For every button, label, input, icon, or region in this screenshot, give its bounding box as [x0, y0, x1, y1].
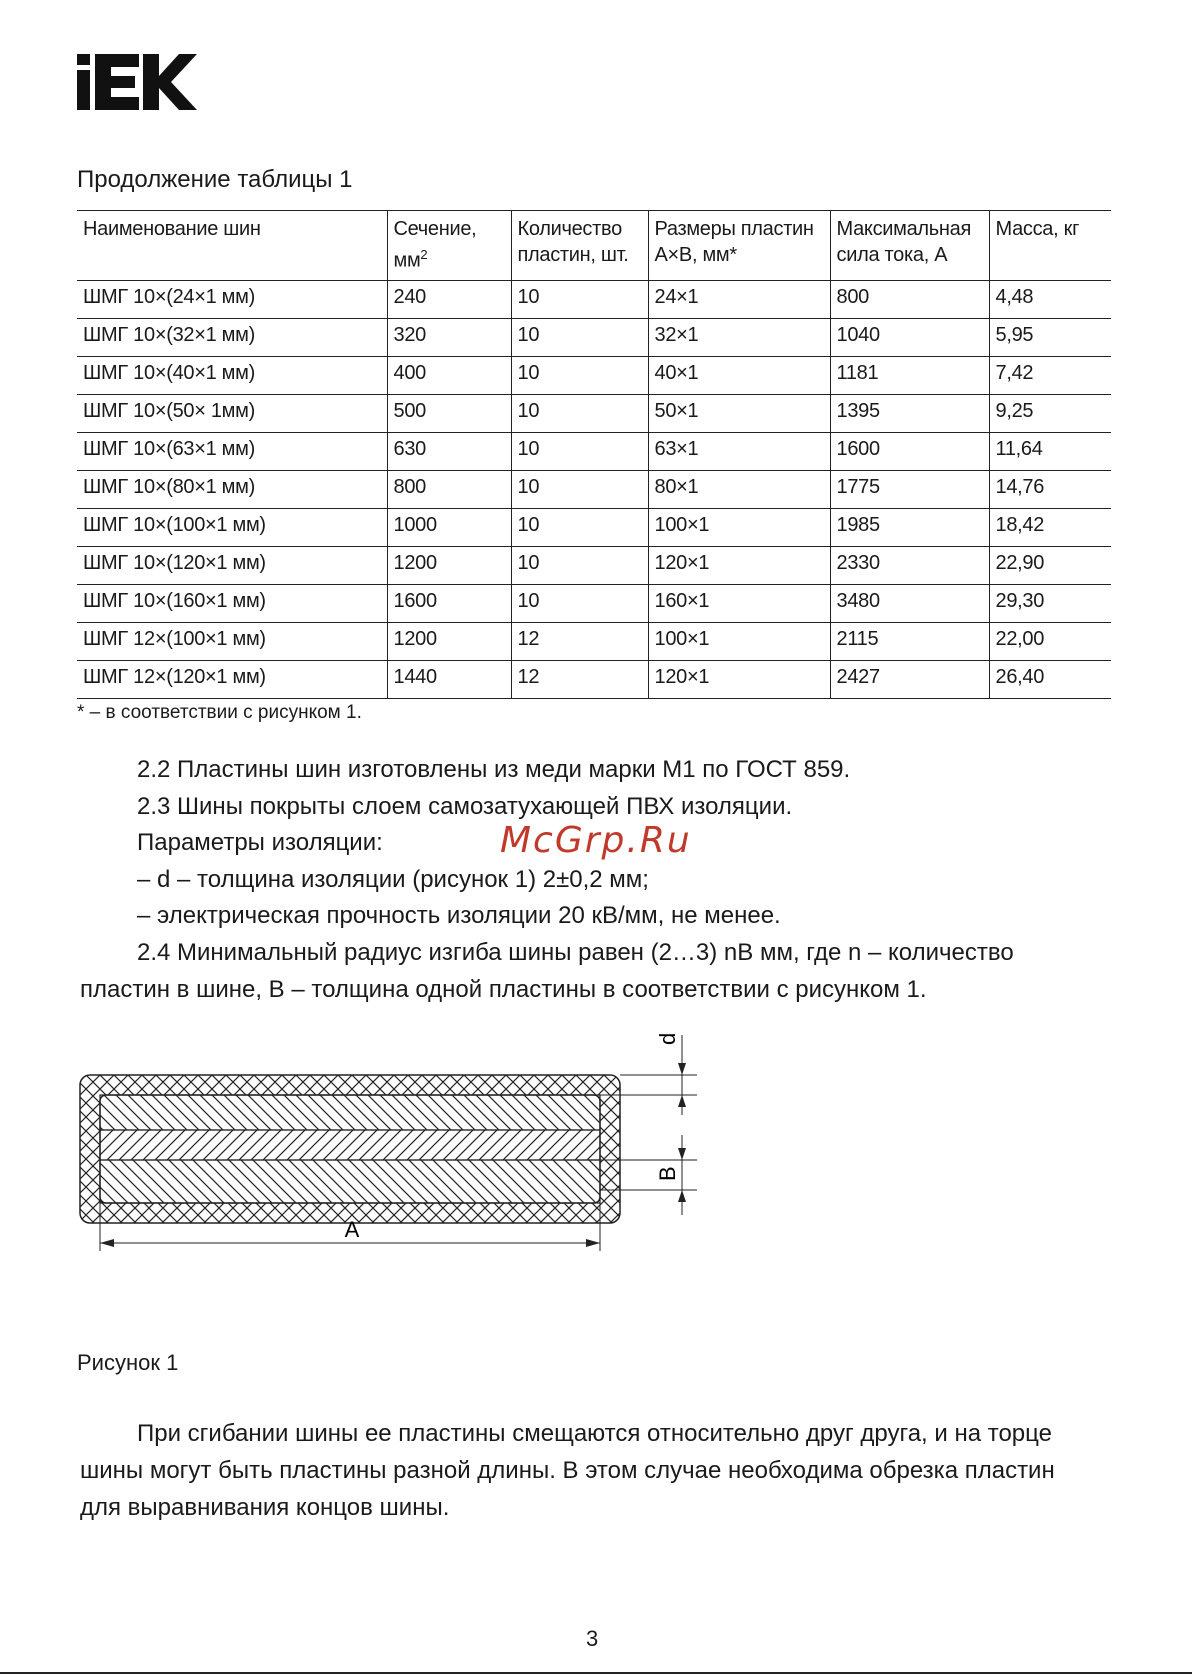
- column-header: Количество пластин, шт.: [511, 211, 648, 281]
- table-cell: 14,76: [989, 470, 1111, 508]
- table-cell: 24×1: [648, 280, 830, 318]
- table-row: [77, 280, 1111, 318]
- table-cell: 1000: [387, 508, 511, 546]
- table-cell: ШМГ 10×(24×1 мм): [77, 280, 387, 318]
- table-cell: 5,95: [989, 318, 1111, 356]
- table-body: [77, 280, 1111, 698]
- table-header-row: [77, 211, 1111, 281]
- iek-logo: [77, 54, 197, 110]
- insulation-strength-item: – электрическая прочность изоляции 20 кВ/мм, не менее.: [137, 902, 781, 929]
- page-number: 3: [586, 1626, 599, 1651]
- table-cell: 10: [511, 280, 648, 318]
- table-cell: 10: [511, 318, 648, 356]
- table-cell: 12: [511, 622, 648, 660]
- table-cell: 80×1: [648, 470, 830, 508]
- paragraph-bending-note: При сгибании шины ее пластины смещаются относительно друг друга, и на торце шины могут быть пластины разной длины. В этом случае необходима обрезка пластин для выравнивания концов шины.: [80, 1420, 1055, 1521]
- table-cell: ШМГ 10×(63×1 мм): [77, 432, 387, 470]
- table-cell: 120×1: [648, 546, 830, 584]
- table-cell: 32×1: [648, 318, 830, 356]
- table-row: [77, 508, 1111, 546]
- table-cell: 1775: [830, 470, 989, 508]
- table-cell: ШМГ 12×(120×1 мм): [77, 660, 387, 698]
- watermark: McGrp.Ru: [500, 820, 692, 861]
- table-cell: 2115: [830, 622, 989, 660]
- column-header: Масса, кг: [989, 211, 1111, 281]
- table-cell: 26,40: [989, 660, 1111, 698]
- table-cell: 18,42: [989, 508, 1111, 546]
- table-row: [77, 470, 1111, 508]
- table-cell: 2330: [830, 546, 989, 584]
- table-cell: 800: [830, 280, 989, 318]
- table-footnote: * – в соответствии с рисунком 1.: [77, 702, 362, 723]
- plate-3: [100, 1160, 600, 1203]
- specification-table: [77, 210, 1111, 699]
- table-cell: 29,30: [989, 584, 1111, 622]
- table-cell: 1440: [387, 660, 511, 698]
- table-cell: 100×1: [648, 622, 830, 660]
- table-cell: 400: [387, 356, 511, 394]
- table-cell: 1600: [830, 432, 989, 470]
- table-cell: 3480: [830, 584, 989, 622]
- table-cell: 160×1: [648, 584, 830, 622]
- table-cell: 9,25: [989, 394, 1111, 432]
- table-cell: 800: [387, 470, 511, 508]
- table-cell: 630: [387, 432, 511, 470]
- table-cell: 40×1: [648, 356, 830, 394]
- table-cell: 10: [511, 508, 648, 546]
- table-cell: 2427: [830, 660, 989, 698]
- figure-caption: Рисунок 1: [77, 1350, 179, 1375]
- table-cell: 120×1: [648, 660, 830, 698]
- table-cell: 12: [511, 660, 648, 698]
- insulation-params-heading: Параметры изоляции:: [137, 829, 383, 856]
- table-cell: 10: [511, 432, 648, 470]
- table-cell: ШМГ 10×(80×1 мм): [77, 470, 387, 508]
- table-cell: 1040: [830, 318, 989, 356]
- insulation-thickness-item: – d – толщина изоляции (рисунок 1) 2±0,2 мм;: [137, 866, 649, 893]
- table-cell: 500: [387, 394, 511, 432]
- dimension-b-label: B: [655, 1166, 680, 1181]
- table-row: [77, 394, 1111, 432]
- table-cell: ШМГ 10×(100×1 мм): [77, 508, 387, 546]
- table-cell: 10: [511, 584, 648, 622]
- table-row: [77, 622, 1111, 660]
- table-cell: 11,64: [989, 432, 1111, 470]
- column-header: Сечение, $мм^2$: [387, 211, 511, 281]
- table-row: [77, 546, 1111, 584]
- table-cell: 10: [511, 356, 648, 394]
- table-cell: ШМГ 10×(120×1 мм): [77, 546, 387, 584]
- table-cell: 1395: [830, 394, 989, 432]
- table-cell: 1200: [387, 546, 511, 584]
- column-header: Наименование шин: [77, 211, 387, 281]
- table-cell: 1181: [830, 356, 989, 394]
- table-cell: 1600: [387, 584, 511, 622]
- table-cell: 22,00: [989, 622, 1111, 660]
- paragraph-2-2: 2.2 Пластины шин изготовлены из меди марки М1 по ГОСТ 859.: [137, 756, 851, 783]
- table-cell: 10: [511, 546, 648, 584]
- table-row: [77, 356, 1111, 394]
- table-cell: 10: [511, 470, 648, 508]
- table-cell: 240: [387, 280, 511, 318]
- dimension-a-label: A: [344, 1217, 360, 1242]
- table-row: [77, 660, 1111, 698]
- dimension-d-label: d: [655, 1032, 680, 1045]
- table-cell: 63×1: [648, 432, 830, 470]
- bottom-rule: [0, 1672, 1192, 1674]
- table-row: [77, 584, 1111, 622]
- table-cell: ШМГ 10×(32×1 мм): [77, 318, 387, 356]
- table-cell: 1200: [387, 622, 511, 660]
- plate-1: [100, 1095, 600, 1130]
- table-cell: ШМГ 10×(40×1 мм): [77, 356, 387, 394]
- table-cell: 1985: [830, 508, 989, 546]
- table-cell: 100×1: [648, 508, 830, 546]
- column-header: Размеры пластин A×B, мм*: [648, 211, 830, 281]
- paragraph-2-4: 2.4 Минимальный радиус изгиба шины равен (2…3) nB мм, где n – количество пластин в шине, B – толщина одной пластины в соответствии с рисунком 1.: [80, 939, 1014, 1003]
- paragraph-2-3: 2.3 Шины покрыты слоем самозатухающей ПВХ изоляции.: [137, 793, 793, 820]
- plate-2: [100, 1130, 600, 1160]
- column-header: Максимальная сила тока, А: [830, 211, 989, 281]
- table-cell: ШМГ 10×(160×1 мм): [77, 584, 387, 622]
- table-cell: 50×1: [648, 394, 830, 432]
- table-cell: 7,42: [989, 356, 1111, 394]
- busbar-cross-section-figure: [72, 1032, 732, 1315]
- table-cell: 10: [511, 394, 648, 432]
- table-row: [77, 318, 1111, 356]
- table-caption: Продолжение таблицы 1: [77, 166, 353, 193]
- table-cell: 4,48: [989, 280, 1111, 318]
- table-cell: ШМГ 10×(50× 1мм): [77, 394, 387, 432]
- table-cell: 22,90: [989, 546, 1111, 584]
- table-cell: ШМГ 12×(100×1 мм): [77, 622, 387, 660]
- table-cell: 320: [387, 318, 511, 356]
- table-row: [77, 432, 1111, 470]
